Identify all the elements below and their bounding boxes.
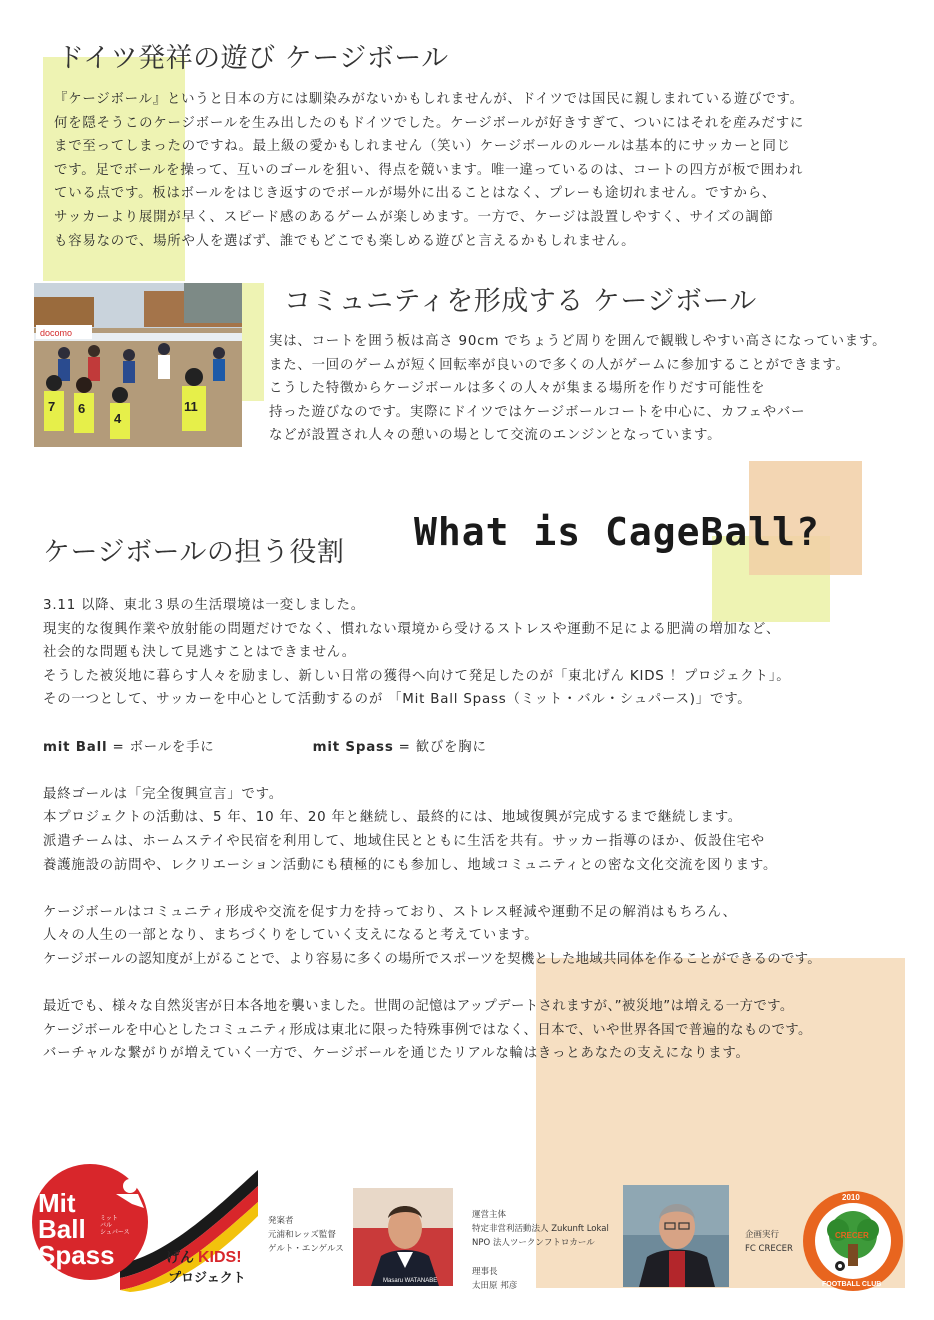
- section3-line: バーチャルな繋がりが増えていく一方で、ケージボールを通じたリアルな輪はきっとあなたの支えになります。: [43, 1046, 750, 1062]
- proposer-name: ゲルト・エンゲルス: [268, 1244, 344, 1254]
- bib-number: 4: [114, 411, 122, 426]
- proposer-credit: [268, 1214, 344, 1256]
- bib-number: 11: [184, 399, 198, 414]
- section3-line: 最近でも、様々な自然災害が日本各地を襲いました。世間の記憶はアップデートされますが、”被災地”は増える一方です。: [43, 999, 794, 1015]
- cageball-kids-photo: [34, 283, 242, 447]
- section2-body: [269, 330, 886, 448]
- proposer-photo-graphic: [353, 1188, 453, 1286]
- section1-line: です。足でボールを操って、互いのゴールを狙い、得点を競います。唯一違っているのは、コートの四方が板で囲われ: [54, 162, 804, 178]
- bib-number: 7: [48, 399, 56, 414]
- proposer-title: 元浦和レッズ監督: [268, 1230, 336, 1240]
- logo-gen: げん: [166, 1250, 194, 1266]
- section1-line: 何を隠そうこのケージボールを生み出したのもドイツでした。ケージボールが好きすぎて、ついにはそれを産みだすに: [54, 115, 805, 131]
- chairman-name: 太田原 邦彦: [472, 1281, 518, 1291]
- organizer-name-ja: NPO 法人ツークンフトロカール: [472, 1238, 595, 1248]
- section1-line: 『ケージボール』というと日本の方には馴染みがないかもしれませんが、ドイツでは国民に親しまれている遊びです。: [54, 92, 804, 107]
- section1-line: まで至ってしまったのですね。最上級の愛かもしれません（笑い）ケージボールのルールは基本的にサッカーと同じ: [54, 139, 791, 155]
- logo-ball: Ball: [38, 1214, 86, 1244]
- section3-body: [43, 594, 821, 1066]
- logo-graphic: [20, 1164, 260, 1292]
- logo-kana: ミット: [100, 1215, 118, 1222]
- section3-line: 本プロジェクトの活動は、5 年、10 年、20 年と継続し、最終的には、地域復興が完成するまで継続します。: [43, 810, 743, 826]
- def2-term: mit Spass: [312, 739, 394, 755]
- proposer-photo: [353, 1188, 453, 1286]
- cageball-kids-photo-graphic: [34, 283, 242, 447]
- section3-line: ケージボールを中心としたコミュニティ形成は東北に限った特殊事例ではなく、日本で、いや世界各国で普遍的なものです。: [43, 1022, 812, 1038]
- planner-credit: [745, 1228, 793, 1256]
- emblem-sub: FOOTBALL CLUB: [822, 1281, 882, 1288]
- chairman-photo: [623, 1185, 729, 1287]
- section3-line: 社会的な問題も決して見逃すことはできません。: [43, 645, 356, 661]
- chairman-photo-graphic: [623, 1185, 729, 1287]
- section3-line: そうした被災地に暮らす人々を励まし、新しい日常の獲得へ向けて発足したのが「東北げん KIDS ！プロジェクト」。: [43, 668, 791, 684]
- logo-kids: KIDS!: [198, 1249, 242, 1266]
- section3-heading: ケージボールの担う役割: [43, 537, 345, 568]
- planner-name: FC CRECER: [745, 1244, 793, 1254]
- section3-line: 現実的な復興作業や放射能の問題だけでなく、慣れない環境から受けるストレスや運動不足による肥満の増加など、: [43, 621, 781, 637]
- bib-number: 6: [78, 401, 86, 416]
- logo-mit: Mit: [38, 1188, 76, 1218]
- section3-line: 養護施設の訪問や、レクリエーション活動にも積極的にも参加し、地域コミュニティとの密な文化交流を図ります。: [43, 857, 778, 873]
- section3-line: その一つとして、サッカーを中心として活動するのが 「Mit Ball Spass（ミット・バル・シュパース)」です。: [43, 692, 752, 708]
- section1-body: [54, 88, 804, 253]
- section2-line: 実は、コートを囲う板は高さ 90cm でちょうど周りを囲んで観戦しやすい高さになっています。: [269, 334, 887, 349]
- def2-text: = 歓びを胸に: [398, 739, 487, 755]
- mit-ball-spass-logo: [20, 1164, 260, 1292]
- section1-heading: ドイツ発祥の遊び ケージボール: [57, 43, 449, 74]
- logo-project: プロジェクト: [168, 1271, 246, 1286]
- section2-line: 持った遊びなのです。実際にドイツではケージボールコートを中心に、カフェやバー: [269, 404, 806, 420]
- photo-banner-text: docomo: [40, 328, 73, 338]
- section3-line: ケージボールの認知度が上がることで、より容易に多くの場所でスポーツを契機とした地域共同体を作ることができるのです。: [43, 951, 821, 967]
- logo-spass: Spass: [38, 1240, 115, 1270]
- what-is-cageball-title: What is CageBall?: [414, 510, 820, 554]
- section3-line: 最終ゴールは「完全復興宣言」です。: [43, 786, 283, 802]
- organizer-name: 特定非営利活動法人 Zukunft Lokal: [472, 1224, 609, 1234]
- proposer-role: 発案者: [268, 1216, 294, 1226]
- section2-line: などが設置され人々の憩いの場として交流のエンジンとなっています。: [269, 428, 722, 444]
- emblem-name: CRECER: [835, 1231, 869, 1240]
- section1-line: ている点です。板はボールをはじき返すのでボールが場外に出ることはなく、プレーも途切れません。ですから、: [54, 186, 777, 202]
- section2-heading: コミュニティを形成する ケージボール: [284, 286, 757, 317]
- planner-role: 企画実行: [745, 1230, 780, 1240]
- organizer-role: 運営主体: [472, 1210, 507, 1220]
- section1-line: サッカーより展開が早く、スピード感のあるゲームが楽しめます。一方で、ケージは設置しやすく、サイズの調節: [54, 209, 774, 225]
- section3-line: 人々の人生の一部となり、まちづくりをしていく支えになると考えています。: [43, 928, 539, 944]
- definition-row: [43, 736, 821, 760]
- def1-term: mit Ball: [43, 739, 108, 755]
- fc-crecer-emblem: [802, 1190, 904, 1292]
- chairman-credit: [472, 1265, 517, 1293]
- photo-caption: Masaru WATANABE: [383, 1278, 438, 1284]
- section2-line: こうした特徴からケージボールは多くの人々が集まる場所を作りだす可能性を: [269, 381, 766, 397]
- section3-line: 派遣チームは、ホームステイや民宿を利用して、地域住民とともに生活を共有。サッカー指導のほか、仮設住宅や: [43, 833, 765, 849]
- section3-line: ケージボールはコミュニティ形成や交流を促す力を持っており、ストレス軽減や運動不足の解消はもちろん、: [43, 904, 737, 920]
- section3-line: 3.11 以降、東北３県の生活環境は一変しました。: [43, 598, 365, 613]
- section2-line: また、一回のゲームが短く回転率が良いので多くの人がゲームに参加することができます。: [269, 357, 850, 373]
- fc-crecer-emblem-graphic: [802, 1190, 904, 1292]
- chairman-role: 理事長: [472, 1267, 498, 1277]
- section1-line: も容易なので、場所や人を選ばず、誰でもどこでも楽しめる遊びと言えるかもしれません。: [54, 233, 636, 249]
- def1-text: = ボールを手に: [112, 739, 215, 755]
- logo-kana: シュパース: [100, 1229, 130, 1236]
- organizer-credit: [472, 1208, 609, 1250]
- logo-kana: バル: [100, 1222, 113, 1229]
- emblem-year: 2010: [842, 1193, 860, 1202]
